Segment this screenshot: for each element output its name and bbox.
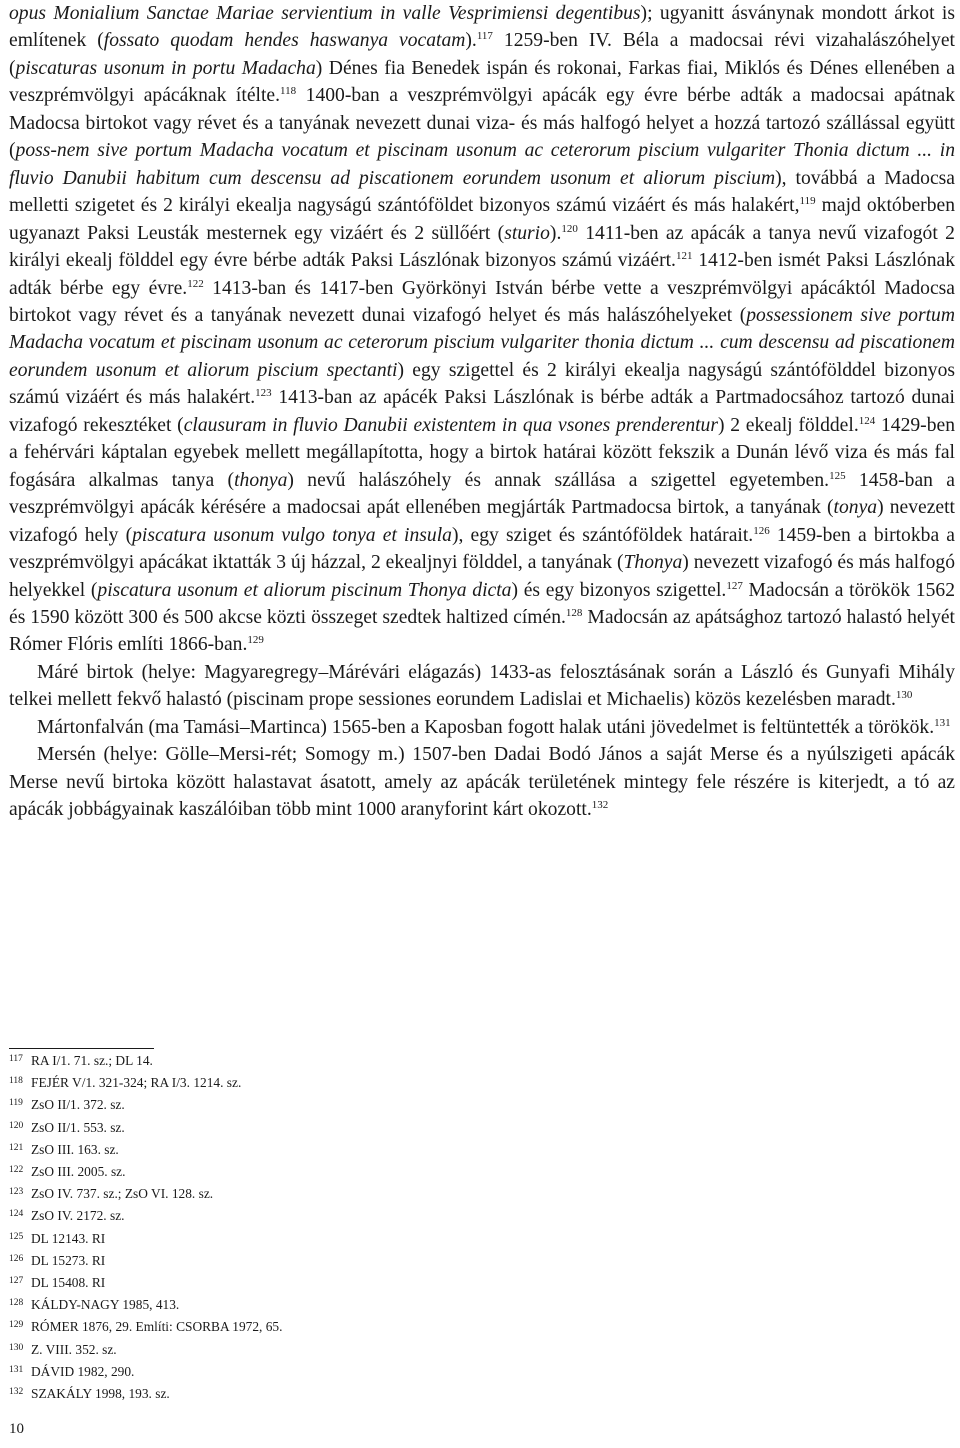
text-run: 1429-ben a fehérvári káptalan egyebek mellett megállapította, hogy a birtok határai között fekszik a Dunán lévő viza és más fal fogására alkalmas tanya ( <box>9 414 955 491</box>
footnote-text: RA I/1. 71. sz.; DL 14. <box>31 1053 153 1068</box>
footnote-reference: 127 <box>726 579 743 592</box>
footnote-text: ZsO IV. 2172. sz. <box>31 1208 125 1224</box>
text-run: ). <box>465 30 477 52</box>
text-run: Madocsán a törökök 1562 és 1590 között 300 és 500 akcse közti összeget szedtek haltized címén. <box>9 579 955 628</box>
latin-quotation: sturio <box>504 222 550 244</box>
text-run: 1412-ben ismét Paksi Lászlónak adták bérbe egy évre. <box>9 250 956 299</box>
footnote-text: DL 12143. RI <box>31 1230 106 1246</box>
footnote-number: 121 <box>9 1142 24 1153</box>
footnote-text: ZsO IV. 737. sz.; ZsO VI. 128. sz. <box>31 1186 214 1202</box>
footnote-text: DÁVID 1982, 290. <box>31 1363 135 1379</box>
text-run: Máré birtok (helye: Magyaregregy–Márévári elágazás) 1433-as felosztásának során a László és Gunyafi Mihály telkei mellett fekvő halastó (piscinam prope sessiones eorundem Ladislai et Michaelis) közös kezelésben maradt. <box>9 661 955 711</box>
paragraph <box>9 659 955 714</box>
text-run: 1413-ban és 1417-ben Györkönyi István bérbe vette a veszprémvölgyi apácáktól Madocsa birtokot vagy révet és a tanyának nevezett dunai vizafogó helyet és más halászóhelyeket ( <box>9 277 955 326</box>
latin-quotation: tonya <box>833 497 878 519</box>
paragraph <box>9 741 955 823</box>
footnote <box>9 1317 609 1339</box>
footnote-text: ZsO III. 2005. sz. <box>31 1164 126 1180</box>
paragraph <box>9 0 955 659</box>
footnote-reference: 123 <box>255 387 272 400</box>
footnote-text: RÓMER 1876, 29. Említi: CSORBA 1972, 65. <box>31 1319 283 1335</box>
footnote <box>9 1251 609 1273</box>
footnote-number: 120 <box>9 1120 24 1131</box>
text-run: 1459-ben a birtokba a veszprémvölgyi apácákat iktatták 3 új házzal, 2 ekealjnyi földdel, a tanyának ( <box>9 524 955 574</box>
text-run: ) és egy bizonyos szigettel. <box>511 579 727 601</box>
footnote <box>9 1362 609 1384</box>
text-run: ) Dénes fia Benedek ispán és rokonai, Farkas fiai, Miklós és Dénes ellenében a veszprémvölgyi apácáknak ítélte. <box>9 57 956 107</box>
footnote-number: 118 <box>9 1076 23 1087</box>
footnote-number: 132 <box>9 1387 24 1398</box>
footnote-number: 126 <box>9 1253 24 1264</box>
text-run: ) nevezett vizafogó és más halfogó helyekkel ( <box>9 552 955 601</box>
text-run: ), egy sziget és szántóföldek határait. <box>451 524 754 546</box>
footnote-text: FEJÉR V/1. 321-324; RA I/3. 1214. sz. <box>31 1075 242 1091</box>
footnote <box>9 1340 609 1362</box>
latin-quotation: clausuram in fluvio Danubii existentem in qua vsones prenderentur <box>183 414 718 436</box>
footnote-text: ZsO II/1. 372. sz. <box>31 1097 125 1113</box>
page-number: 10 <box>9 1421 24 1437</box>
footnote-reference: 119 <box>799 195 816 208</box>
text-run: ). <box>549 222 562 244</box>
text-run: ) egy szigettel és 2 királyi ekealja nagyságú szántófölddel bizonyos számú vizáért és más halakért. <box>9 359 956 409</box>
main-text <box>9 0 955 824</box>
text-run: Madocsán az apátsághoz tartozó halastó helyét Rómer Flóris említi 1866-ban. <box>9 606 956 656</box>
text-run: Mersén (helye: Gölle–Mersi-rét; Somogy m.) 1507-ben Dadai Bodó János a saját Merse és a nyúlszigeti apácák Merse nevű birtoka között halastavat ásatott, amely az apácák területének mintegy fele részére is kiterjedt, a tó az apácák jobbágyainak kaszálóiban több mint 1000 aranyforint kárt okozott. <box>9 744 955 821</box>
footnote-text: KÁLDY-NAGY 1985, 413. <box>31 1297 180 1313</box>
footnote-number: 123 <box>9 1187 24 1198</box>
footnote-reference: 124 <box>858 414 876 427</box>
text-run: ) nevezett vizafogó hely ( <box>9 497 955 546</box>
footnote <box>9 1273 609 1295</box>
footnote <box>9 1140 609 1162</box>
footnote-reference: 126 <box>753 524 770 537</box>
footnote-reference: 118 <box>280 85 297 98</box>
footnote-number: 127 <box>9 1276 24 1287</box>
footnote-text: SZAKÁLY 1998, 193. sz. <box>31 1386 170 1402</box>
footnote-number: 117 <box>9 1054 23 1064</box>
text-run: majd októberben ugyanazt Paksi Leusták mesternek egy vizáért és 2 süllőért ( <box>9 195 955 244</box>
text-run: 1259-ben IV. Béla a madocsai révi vizahalászóhelyet ( <box>9 30 955 79</box>
text-run: 1411-ben az apácák a tanya nevű vizafogót 2 királyi ekealj földdel egy évre bérbe adták Paksi Lászlónak bizonyos számú vizáért. <box>9 222 955 272</box>
latin-quotation: thonya <box>234 469 288 491</box>
footnote <box>9 1051 609 1073</box>
footnote-text: Z. VIII. 352. sz. <box>31 1341 117 1357</box>
latin-quotation: possessionem sive portum Madacha vocatum et piscinam usonum ac ceterorum piscium vulgariter thonia dictum ... cum descensu ad piscationem eorundem usonum et aliorum piscium spectanti <box>9 304 955 381</box>
footnote-reference: 120 <box>561 222 578 235</box>
footnote-text: DL 15408. RI <box>31 1275 106 1291</box>
footnote-text: DL 15273. RI <box>31 1252 106 1268</box>
latin-quotation: fossato quodam hendes haswanya vocatam <box>103 30 466 52</box>
footnote <box>9 1073 609 1095</box>
footnote-number: 129 <box>9 1320 24 1331</box>
text-run: ) 2 ekealj földdel. <box>717 414 859 436</box>
footnote-number: 125 <box>9 1231 24 1242</box>
text-run: ) nevű halászóhely és annak szállása a szigettel egyetemben. <box>287 469 830 491</box>
latin-quotation: opus Monialium Sanctae Mariae servientium in valle Vesprimiensi degentibus <box>9 3 641 24</box>
latin-quotation: piscatura usonum et aliorum piscinum Thonya dicta <box>97 579 512 601</box>
footnote <box>9 1118 609 1140</box>
footnote <box>9 1184 609 1206</box>
footnote-reference: 129 <box>247 634 264 647</box>
footnote <box>9 1384 609 1406</box>
footnote <box>9 1095 609 1117</box>
latin-quotation: Thonya <box>623 552 683 574</box>
footnote <box>9 1229 609 1251</box>
footnote-reference: 117 <box>476 30 493 43</box>
latin-quotation: poss-nem sive portum Madacha vocatum et piscinam usonum ac ceterorum piscium vulgariter Thonia dictum ... in fluvio Danubii habitum cum descensu ad piscationem eorundem usonum et aliorum piscium <box>9 140 955 189</box>
footnote <box>9 1206 609 1228</box>
footnote-number: 131 <box>9 1364 24 1375</box>
paragraph <box>9 714 955 741</box>
text-run: ), továbbá a Madocsa melletti szigetet és 2 királyi ekealja nagyságú szántóföldet bizonyos számú vizáért és más halakért, <box>9 167 955 217</box>
text-run: 1400-ban a veszprémvölgyi apácák egy évre bérbe adták a madocsai apátnak Madocsa birtokot vagy révet és a tanyának nevezett dunai viza- és más halfogó helyet a hozzá tartozó szállással együtt ( <box>9 85 955 162</box>
footnote-reference: 132 <box>591 799 609 812</box>
footnote-text: ZsO II/1. 553. sz. <box>31 1119 125 1135</box>
footnote-reference: 121 <box>675 250 693 263</box>
latin-quotation: piscatura usonum vulgo tonya et insula <box>132 524 452 546</box>
footnotes <box>9 1051 609 1406</box>
footnote <box>9 1295 609 1317</box>
footnote-number: 124 <box>9 1209 24 1220</box>
text-run: 1458-ban a veszprémvölgyi apácák kérésére a madocsai apát ellenében megjárták Partmadocsa birtok, a tanyának ( <box>9 469 956 519</box>
text-run: Mártonfalván (ma Tamási–Martinca) 1565-ben a Kaposban fogott halak utáni jövedelmet is feltüntették a törökök. <box>37 716 935 738</box>
footnote-reference: 130 <box>895 689 913 702</box>
footnote-text: ZsO III. 163. sz. <box>31 1141 119 1157</box>
text-run: ); ugyanitt ásványnak mondott árkot is említenek ( <box>9 3 955 52</box>
footnote-reference: 122 <box>187 277 204 290</box>
latin-quotation: piscaturas usonum in portu Madacha <box>15 57 316 79</box>
footnote <box>9 1162 609 1184</box>
text-run: 1413-ban az apácék Paksi Lászlónak is bérbe adták a Partmadocsához tartozó dunai vizafogó rekesztéket ( <box>9 387 956 436</box>
footnote-reference: 131 <box>934 716 951 729</box>
footnote-number: 130 <box>9 1342 24 1353</box>
footnote-number: 128 <box>9 1298 24 1309</box>
footnote-number: 122 <box>9 1165 24 1176</box>
footnote-number: 119 <box>9 1098 23 1109</box>
footnote-reference: 128 <box>565 606 583 619</box>
footnote-reference: 125 <box>829 469 846 482</box>
